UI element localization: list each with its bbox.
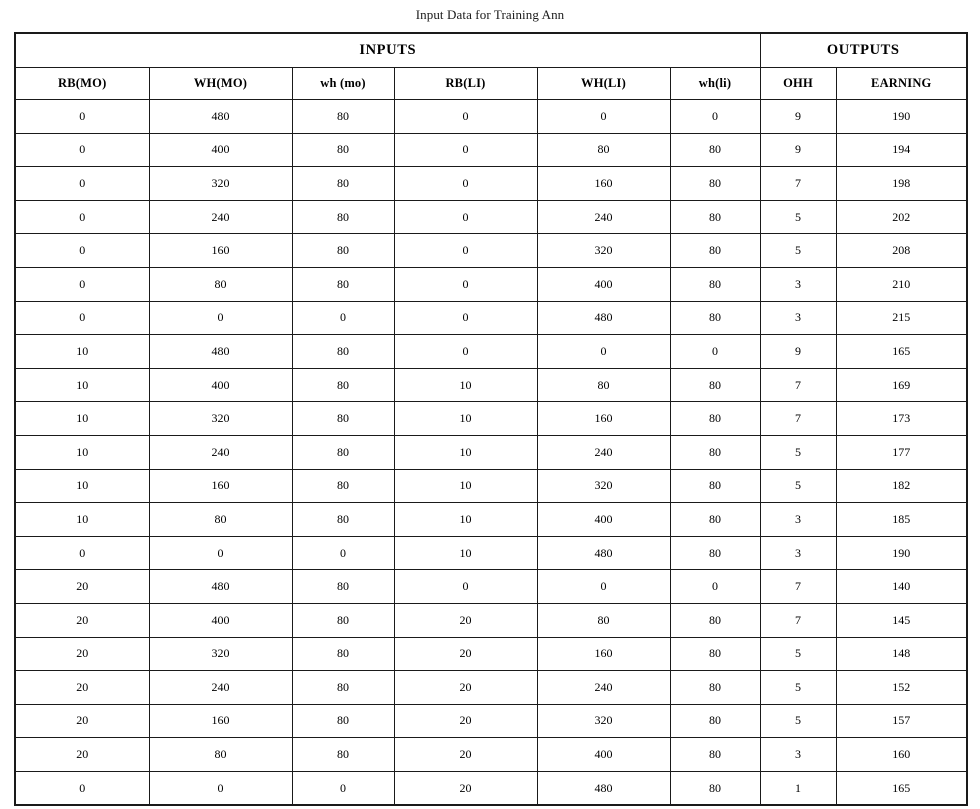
table-row [15,133,967,167]
column-header-row [15,68,967,100]
cell: 0 [394,167,537,201]
cell: 240 [537,200,670,234]
cell: 10 [394,402,537,436]
cell: 400 [149,603,292,637]
cell: 80 [670,738,760,772]
group-header-inputs: INPUTS [15,33,760,68]
cell: 3 [760,536,836,570]
table-row [15,234,967,268]
table-row [15,200,967,234]
cell: 5 [760,234,836,268]
cell: 80 [670,469,760,503]
cell: 20 [15,570,149,604]
cell: 80 [670,301,760,335]
cell: 9 [760,335,836,369]
group-header-row [15,33,967,68]
cell: 165 [836,771,967,805]
cell: 0 [15,133,149,167]
cell: 0 [15,200,149,234]
cell: 1 [760,771,836,805]
cell: 80 [537,603,670,637]
cell: 182 [836,469,967,503]
table-row [15,335,967,369]
cell: 80 [670,133,760,167]
table-row [15,671,967,705]
cell: 400 [537,267,670,301]
cell: 5 [760,200,836,234]
cell: 0 [537,570,670,604]
cell: 0 [15,771,149,805]
cell: 80 [670,167,760,201]
cell: 0 [15,167,149,201]
cell: 10 [394,368,537,402]
cell: 3 [760,301,836,335]
table-row [15,570,967,604]
table-row [15,167,967,201]
cell: 320 [149,637,292,671]
cell: 0 [292,771,394,805]
cell: 5 [760,704,836,738]
cell: 80 [292,167,394,201]
cell: 20 [394,738,537,772]
cell: 80 [292,133,394,167]
cell: 0 [394,200,537,234]
cell: 5 [760,469,836,503]
cell: 80 [292,200,394,234]
cell: 9 [760,100,836,134]
cell: 480 [537,301,670,335]
cell: 0 [15,536,149,570]
cell: 80 [670,671,760,705]
cell: 240 [537,671,670,705]
column-header-wh-mo-lower: wh (mo) [292,68,394,100]
cell: 20 [15,738,149,772]
cell: 400 [149,368,292,402]
cell: 80 [670,704,760,738]
table-row [15,771,967,805]
cell: 10 [15,368,149,402]
cell: 5 [760,435,836,469]
cell: 480 [149,100,292,134]
cell: 80 [670,267,760,301]
cell: 5 [760,671,836,705]
cell: 160 [537,167,670,201]
cell: 400 [149,133,292,167]
cell: 0 [394,100,537,134]
cell: 0 [394,133,537,167]
cell: 10 [15,503,149,537]
cell: 210 [836,267,967,301]
training-data-table [14,32,968,806]
cell: 0 [394,234,537,268]
cell: 80 [670,435,760,469]
cell: 80 [670,771,760,805]
cell: 80 [537,368,670,402]
cell: 215 [836,301,967,335]
cell: 320 [537,704,670,738]
cell: 9 [760,133,836,167]
column-header-wh-mo-upper: WH(MO) [149,68,292,100]
cell: 10 [15,435,149,469]
table-row [15,301,967,335]
cell: 3 [760,503,836,537]
cell: 20 [15,637,149,671]
cell: 0 [670,570,760,604]
cell: 190 [836,100,967,134]
cell: 0 [537,100,670,134]
cell: 20 [15,603,149,637]
cell: 20 [394,603,537,637]
cell: 10 [394,435,537,469]
cell: 240 [149,200,292,234]
cell: 80 [292,469,394,503]
cell: 80 [670,637,760,671]
cell: 160 [836,738,967,772]
cell: 20 [394,637,537,671]
cell: 80 [292,738,394,772]
cell: 140 [836,570,967,604]
cell: 80 [292,704,394,738]
cell: 173 [836,402,967,436]
table-row [15,503,967,537]
table-row [15,100,967,134]
cell: 0 [292,536,394,570]
cell: 80 [149,738,292,772]
cell: 160 [149,234,292,268]
table-body [15,100,967,806]
column-header-rb-li: RB(LI) [394,68,537,100]
cell: 80 [292,637,394,671]
cell: 0 [292,301,394,335]
cell: 0 [670,100,760,134]
cell: 20 [394,704,537,738]
cell: 80 [292,335,394,369]
cell: 20 [15,671,149,705]
cell: 480 [537,536,670,570]
table-container [0,32,980,806]
cell: 400 [537,738,670,772]
cell: 80 [292,603,394,637]
cell: 0 [670,335,760,369]
table-row [15,402,967,436]
cell: 80 [292,402,394,436]
table-row [15,435,967,469]
cell: 7 [760,368,836,402]
cell: 0 [15,100,149,134]
cell: 20 [15,704,149,738]
cell: 80 [292,671,394,705]
cell: 80 [292,435,394,469]
table-row [15,536,967,570]
column-header-ohh: OHH [760,68,836,100]
column-header-wh-li-upper: WH(LI) [537,68,670,100]
cell: 80 [670,368,760,402]
cell: 7 [760,603,836,637]
table-row [15,603,967,637]
cell: 80 [670,603,760,637]
cell: 177 [836,435,967,469]
cell: 10 [394,536,537,570]
cell: 10 [394,503,537,537]
cell: 0 [15,267,149,301]
cell: 240 [537,435,670,469]
cell: 0 [15,234,149,268]
cell: 160 [149,704,292,738]
cell: 148 [836,637,967,671]
cell: 198 [836,167,967,201]
cell: 0 [15,301,149,335]
cell: 0 [394,335,537,369]
cell: 157 [836,704,967,738]
table-row [15,368,967,402]
cell: 400 [537,503,670,537]
cell: 10 [15,402,149,436]
cell: 0 [149,301,292,335]
cell: 0 [394,570,537,604]
cell: 3 [760,738,836,772]
cell: 0 [394,267,537,301]
column-header-earning: EARNING [836,68,967,100]
cell: 160 [537,637,670,671]
cell: 0 [394,301,537,335]
cell: 7 [760,570,836,604]
cell: 208 [836,234,967,268]
cell: 7 [760,167,836,201]
cell: 80 [670,402,760,436]
cell: 320 [149,167,292,201]
cell: 20 [394,671,537,705]
cell: 80 [292,267,394,301]
cell: 185 [836,503,967,537]
table-caption: Input Data for Training Ann [415,7,565,22]
table-row [15,704,967,738]
cell: 80 [670,536,760,570]
column-header-wh-li-lower: wh(li) [670,68,760,100]
table-row [15,637,967,671]
cell: 3 [760,267,836,301]
cell: 240 [149,435,292,469]
cell: 80 [292,570,394,604]
table-row [15,469,967,503]
cell: 320 [149,402,292,436]
table-head [15,33,967,100]
cell: 80 [670,503,760,537]
cell: 202 [836,200,967,234]
cell: 145 [836,603,967,637]
cell: 0 [149,771,292,805]
cell: 80 [149,267,292,301]
cell: 480 [149,570,292,604]
cell: 240 [149,671,292,705]
cell: 80 [292,368,394,402]
cell: 80 [292,100,394,134]
cell: 160 [537,402,670,436]
table-row [15,267,967,301]
cell: 152 [836,671,967,705]
cell: 80 [292,503,394,537]
cell: 80 [149,503,292,537]
cell: 165 [836,335,967,369]
cell: 169 [836,368,967,402]
cell: 194 [836,133,967,167]
column-header-rb-mo: RB(MO) [15,68,149,100]
cell: 0 [537,335,670,369]
cell: 320 [537,469,670,503]
cell: 480 [149,335,292,369]
table-row [15,738,967,772]
cell: 80 [537,133,670,167]
cell: 320 [537,234,670,268]
cell: 80 [670,200,760,234]
cell: 5 [760,637,836,671]
cell: 480 [537,771,670,805]
cell: 0 [149,536,292,570]
cell: 80 [292,234,394,268]
cell: 7 [760,402,836,436]
cell: 190 [836,536,967,570]
cell: 160 [149,469,292,503]
cell: 10 [15,469,149,503]
group-header-outputs: OUTPUTS [760,33,967,68]
cell: 10 [394,469,537,503]
cell: 10 [15,335,149,369]
cell: 80 [670,234,760,268]
cell: 20 [394,771,537,805]
